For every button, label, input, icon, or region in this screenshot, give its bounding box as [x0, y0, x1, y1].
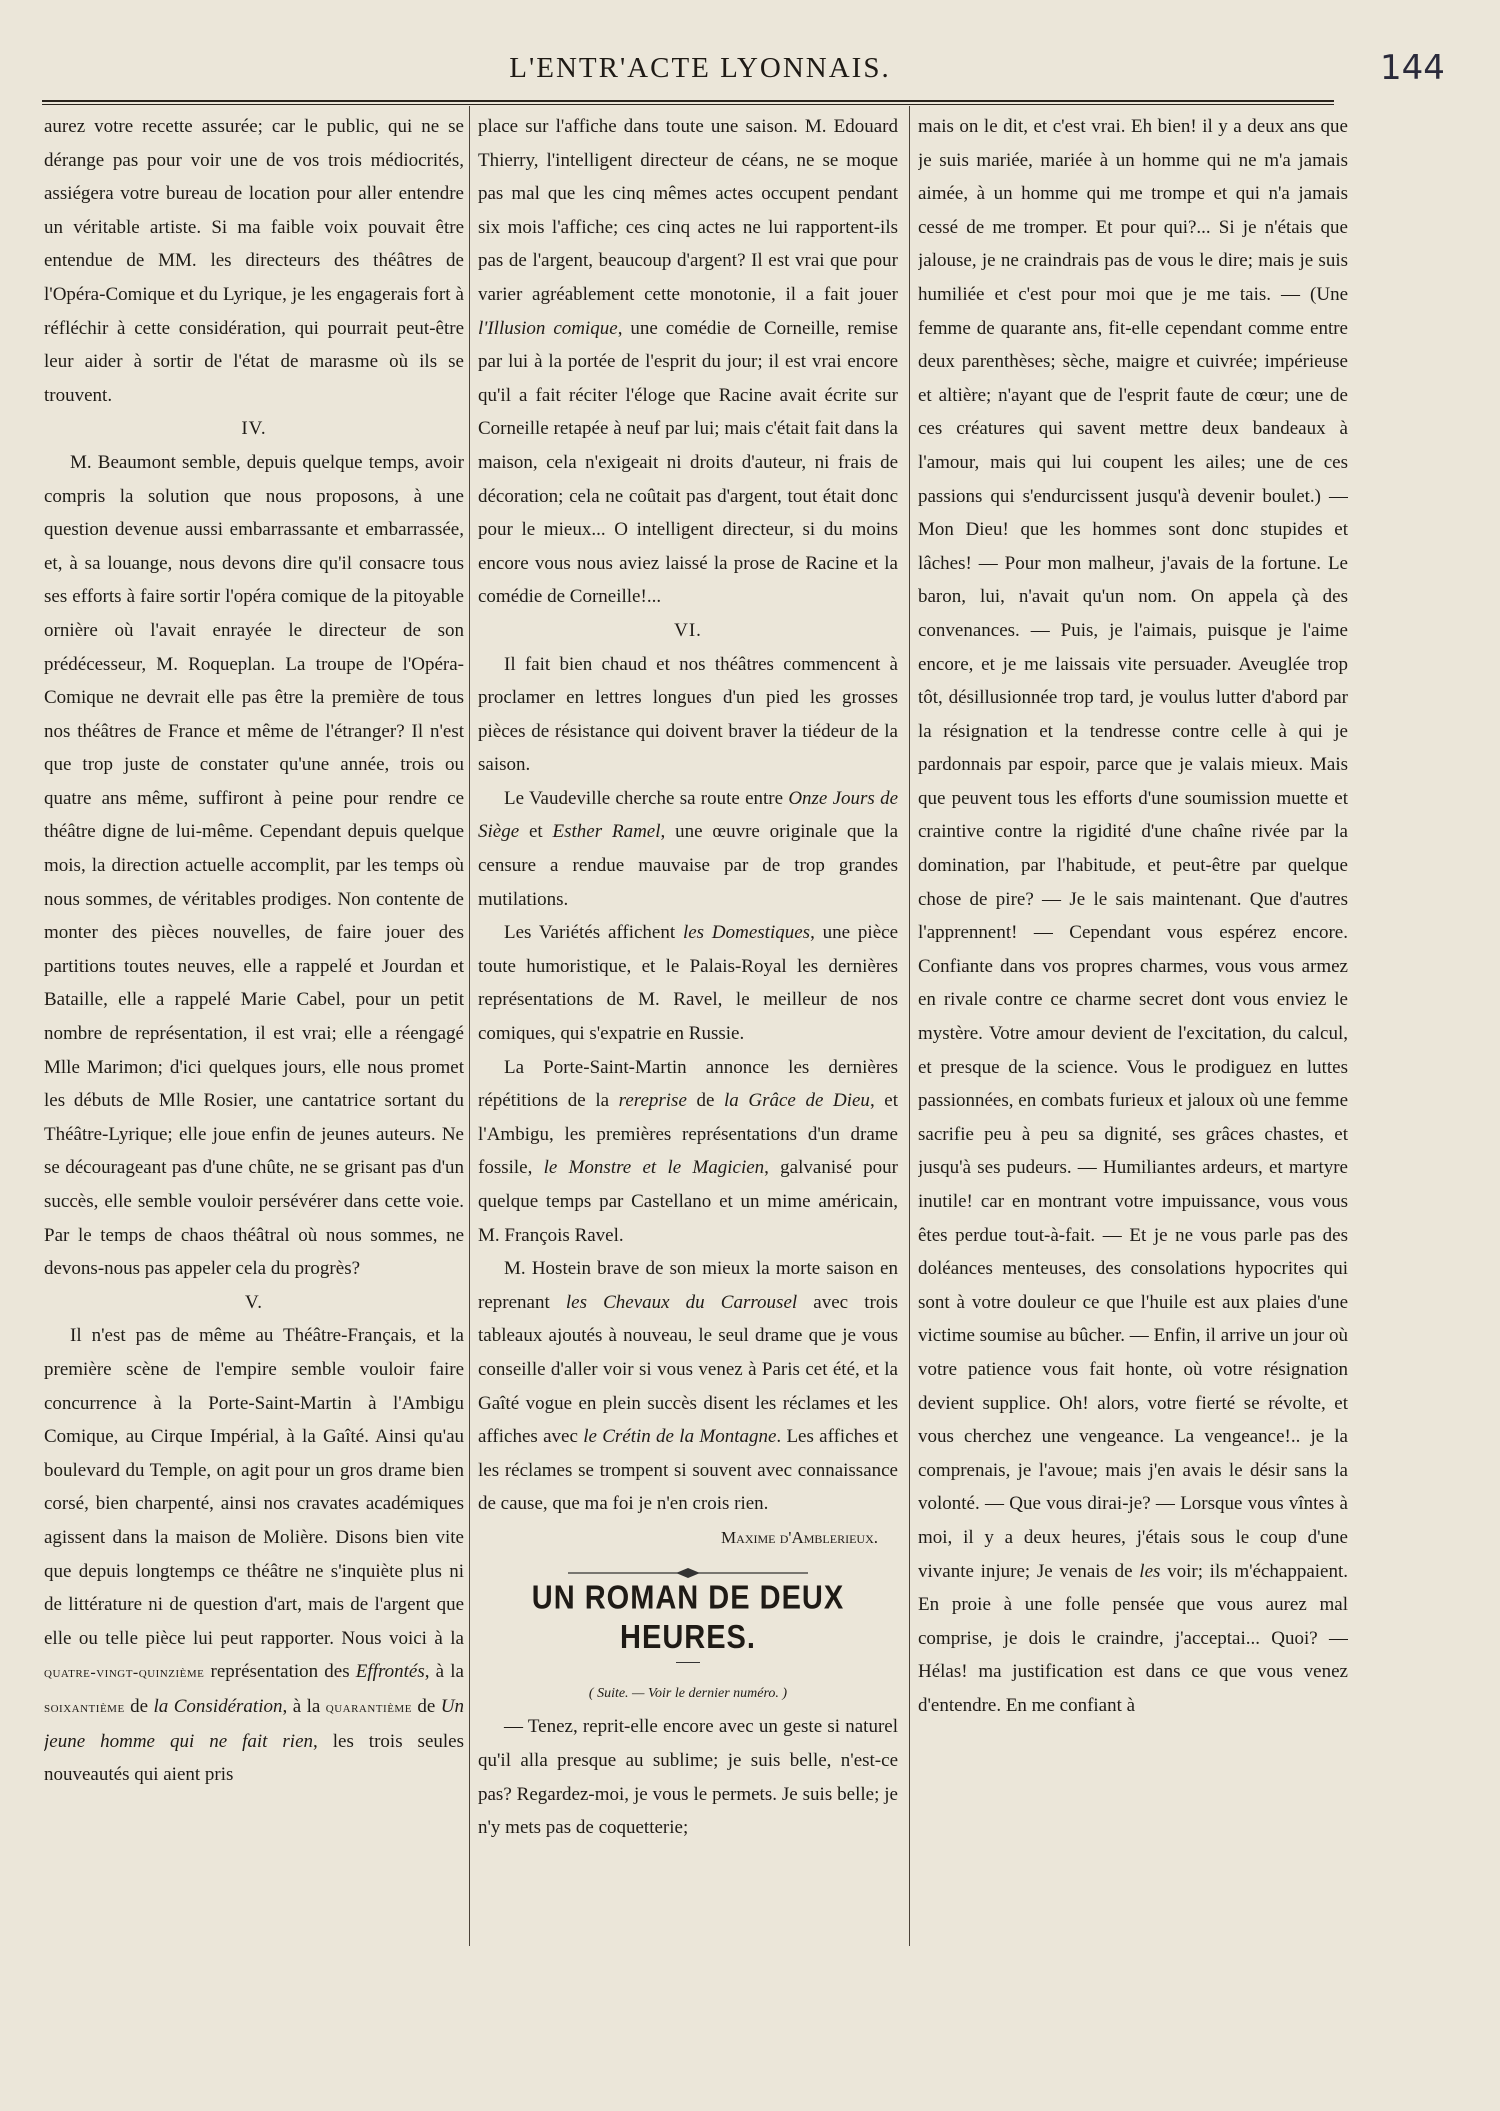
page-number: 144 — [1380, 48, 1445, 88]
short-rule — [676, 1662, 700, 1663]
author-signature: Maxime d'Amblerieux. — [721, 1527, 878, 1547]
masthead: L'ENTR'ACTE LYONNAIS. — [509, 52, 891, 84]
section-number: IV. — [241, 418, 267, 440]
paragraph: La Porte-Saint-Martin annonce les dernières répétitions de la rereprise de la Grâce de Dieu, et l'Ambigu, les premières représentations d'un drame fossile, le Monstre et le Magicien, galvanisé pour quelque temps par Castellano et un mime américain, M. François Ravel. — [478, 1056, 898, 1246]
paragraph: Il fait bien chaud et nos théâtres commencent à proclamer en lettres longues d'un pied les grosses pièces de résistance qui doivent braver la tiédeur de la saison. — [478, 653, 898, 776]
paragraph: place sur l'affiche dans toute une saison. M. Edouard Thierry, l'intelligent directeur de céans, ne se moque pas mal que les cinq mêmes actes occupent pendant six mois l'affiche; ces cinq actes ne lui rapportent-ils pas de l'argent, beaucoup d'argent? Il est vrai que pour varier agréablement cette monotonie, il a fait jouer l'Illusion comique, une comédie de Corneille, remise par lui à la portée de l'esprit du jour; il est vrai encore qu'il a fait réciter l'éloge que Racine avait écrite sur Corneille retapée à neuf par lui; mais c'était fait dans la maison, cela n'exigeait ni droits d'auteur, ni frais de décoration; cela ne coûtait pas d'argent, tout était donc pour le mieux... O intelligent directeur, si du moins encore vous nous aviez laissé la prose de Racine et la comédie de Corneille!... — [478, 116, 898, 608]
paragraph: Il n'est pas de même au Théâtre-Français, et la première scène de l'empire semble vouloir faire concurrence à la Porte-Saint-Martin à l'Ambigu Comique, au Cirque Impérial, à la Gaîté. Ainsi qu'au boulevard du Temple, on agit pour un gros drame bien corsé, bien charpenté, ainsi nos cravates académiques agissent dans la maison de Molière. Disons bien vite que depuis longtemps ce théâtre ne s'inquiète plus ni de littérature ni de question d'art, mais de l'argent que elle ou telle pièce lui peut rapporter. Nous voici à la quatre-vingt-quinzième représentation des Effrontés, à la soixantième de la Considération, à la quarantième de Un jeune homme qui ne fait rien, les trois seules nouveautés qui aient pris — [44, 1325, 464, 1786]
continuation-note: ( Suite. — Voir le dernier numéro. ) — [588, 1685, 788, 1701]
header-rule — [42, 100, 1334, 105]
article-heading: UN ROMAN DE DEUX HEURES. — [531, 1579, 845, 1655]
column-divider — [909, 106, 910, 1946]
column-3 — [918, 110, 1348, 1950]
column-1 — [44, 110, 464, 1950]
paragraph: — Tenez, reprit-elle encore avec un geste si naturel qu'il alla presque au sublime; je suis belle, n'est-ce pas? Regardez-moi, je vous le permets. Je suis belle; je n'y mets pas de coquetterie; — [478, 1716, 898, 1839]
paragraph: aurez votre recette assurée; car le public, qui ne se dérange pas pour voir une de vos trois médiocrités, assiégera votre bureau de location pour aller entendre un véritable artiste. Si ma faible voix pouvait être entendue de MM. les directeurs des théâtres de l'Opéra-Comique et du Lyrique, je les engagerais fort à réfléchir à cette considération, qui pourrait peut-être leur aider à sortir de l'état de marasme où ils se trouvent. — [44, 116, 464, 406]
column-divider — [469, 106, 470, 1946]
section-number: VI. — [674, 619, 702, 641]
paragraph: mais on le dit, et c'est vrai. Eh bien! il y a deux ans que je suis mariée, mariée à un homme qui ne m'a jamais aimée, à un homme qui me trompe et qui n'a jamais cessé de me tromper. Et pour qui?... Si je n'étais que jalouse, je ne craindrais pas de vous le dire; mais je suis humiliée et c'est pour moi que je me tais. — (Une femme de quarante ans, fit-elle cependant comme entre deux parenthèses; sèche, maigre et cuivrée; impérieuse et altière; n'ayant que de l'esprit faute de cœur; une de ces créatures qui savent mettre deux bandeaux à l'amour, mais qui lui coupent les ailes; une de ces passions qui s'endurcissent jusqu'à devenir boulet.) — Mon Dieu! que les hommes sont donc stupides et lâches! — Pour mon malheur, j'avais de la fortune. Le baron, lui, n'avait qu'un nom. On appela çà des convenances. — Puis, je l'aimais, puisque je l'aime encore, et je me laissais vite persuader. Aveuglée trop tôt, désillusionnée trop tard, je voulus lutter d'abord par la résignation et la tendresse contre celle à qui je pardonnais par espoir, parce que je valais mieux. Mais que peuvent tous les efforts d'une soumission muette et craintive contre la rigidité d'une chaîne rivée par la domination, par l'habitude, et peut-être par quelque chose de pire? — Je le sais maintenant. Que d'autres l'apprennent! — Cependant vous espérez encore. Confiante dans vos propres charmes, vous vous armez en rivale contre ce charme secret dont vous enviez le mystère. Votre amour devient de l'excitation, du calcul, et presque de la science. Vous le prodiguez en luttes passionnées, en combats furieux et jaloux où une femme sacrifie peu à peu sa dignité, ses grâces chastes, et jusqu'à ses pudeurs. — Humiliantes ardeurs, et martyre inutile! car en montrant votre impuissance, vous vous êtes perdue tout-à-fait. — Et je ne vous parle pas des doléances menteuses, des consolations hypocrites qui sont à votre douleur ce que l'huile est aux plaies d'une victime soumise au bûcher. — Enfin, il arrive un jour où votre patience vous fait honte, où votre résignation devient supplice. Oh! alors, votre fierté se révolte, et vous cherchez une vengeance. La vengeance!.. je la comprenais, je l'avoue; mais j'en avais le désir sans la volonté. — Que vous dirai-je? — Lorsque vous vîntes à moi, il y a deux heures, j'étais sous le coup d'une vivante injure; Je venais de les voir; ils m'échappaient. En proie à une folle pensée que vous aurez mal comprise, je dois le craindre, j'acceptai... Quoi? — Hélas! ma justification est dans ce que vous venez d'entendre. En me confiant à — [918, 116, 1348, 1716]
column-2 — [478, 110, 898, 1950]
paragraph: M. Hostein brave de son mieux la morte saison en reprenant les Chevaux du Carrousel avec trois tableaux ajoutés à nouveau, le seul drame que je vous conseille d'aller voir si vous venez à Paris cet été, et la Gaîté vogue en plein succès disent les réclames et les affiches avec le Crétin de la Montagne. Les affiches et les réclames se trompent si souvent avec connaissance de cause, que ma foi je n'en crois rien. — [478, 1258, 898, 1515]
paragraph: Les Variétés affichent les Domestiques, une pièce toute humoristique, et le Palais-Royal les dernières représentations de M. Ravel, le meilleur de nos comiques, qui s'expatrie en Russie. — [478, 922, 898, 1045]
section-number: V. — [244, 1291, 264, 1313]
paragraph: Le Vaudeville cherche sa route entre Onze Jours de Siège et Esther Ramel, une œuvre originale que la censure a rendue mauvaise par de trop grandes mutilations. — [478, 787, 898, 910]
ornament-divider-icon — [568, 1567, 808, 1579]
paragraph: M. Beaumont semble, depuis quelque temps, avoir compris la solution que nous proposons, à une question devenue aussi embarrassante et embarrassée, et, à sa louange, nous devons dire qu'il consacre tous ses efforts à faire sortir l'opéra comique de la pitoyable ornière où l'avait enrayée le directeur de son prédécesseur, M. Roqueplan. La troupe de l'Opéra-Comique ne devrait elle pas être la première de tous nos théâtres de France et même de l'étranger? Il n'est que trop juste de constater qu'une année, trois ou quatre ans même, suffiront à peine pour rendre ce théâtre digne de lui-même. Cependant depuis quelque mois, la direction actuelle accomplit, par les temps où nous sommes, de véritables prodiges. Non contente de monter des pièces nouvelles, de faire jouer des partitions toutes neuves, elle a rappelé et Jourdan et Bataille, elle a rappelé Marie Cabel, pour un petit nombre de représentation, il est vrai; elle a réengagé Mlle Marimon; d'ici quelques jours, elle nous promet les débuts de Mlle Rosier, une cantatrice sortant du Théâtre-Lyrique; elle joue enfin de jeunes auteurs. Ne se décourageant pas d'une chûte, ne se grisant pas d'un succès, elle semble vouloir persévérer dans cette voie. Par le temps de chaos théâtral où nous sommes, ne devons-nous pas appeler cela du progrès? — [44, 451, 464, 1280]
